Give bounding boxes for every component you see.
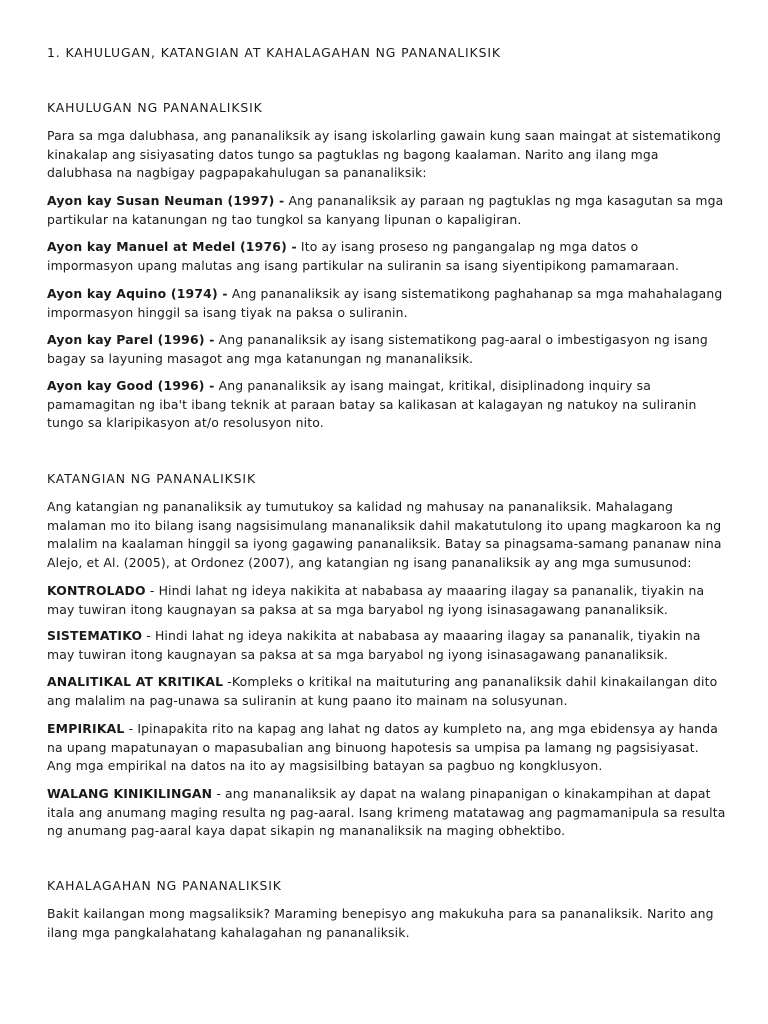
katangian-term: SISTEMATIKO xyxy=(47,628,143,643)
definition-text: Ito ay isang proseso ng pangangalap ng mga datos o impormasyon upang malutas ang isang partikular na suliranin sa isang siyentipikong pamamaraan. xyxy=(47,239,680,273)
definition-paragraph xyxy=(47,285,727,322)
definition-text: Ang pananaliksik ay isang maingat, kritikal, disiplinadong inquiry sa pamamagitan ng iba't ibang teknik at paraan batay sa kalikasan at kalagayan ng natukoy na suliranin tungo sa klaripikasyon at/o resolusyon nito. xyxy=(47,378,697,430)
katangian-item xyxy=(47,673,727,710)
katangian-text: - ang mananaliksik ay dapat na walang pinapanigan o kinakampihan at dapat itala ang anumang maging resulta ng pag-aaral. Isang krimeng matatawag ang pagmamanipula sa resulta ng anumang pag-aaral kaya dapat sikapin ng mananaliksik na maging obhektibo. xyxy=(47,786,726,838)
katangian-term: KONTROLADO xyxy=(47,583,146,598)
definition-term: Ayon kay Manuel at Medel (1976) - xyxy=(47,239,297,254)
document-title: 1. KAHULUGAN, KATANGIAN AT KAHALAGAHAN NG PANANALIKSIK xyxy=(47,45,501,60)
definition-text: Ang pananaliksik ay isang sistematikong paghahanap sa mga mahahalagang impormasyon hinggil sa isang tiyak na paksa o suliranin. xyxy=(47,286,723,320)
section-heading-kahulugan: KAHULUGAN NG PANANALIKSIK xyxy=(47,100,263,115)
katangian-text: - Hindi lahat ng ideya nakikita at nababasa ay maaaring ilagay sa pananalik, tiyakin na may tuwiran itong kaugnayan sa paksa at sa mga baryabol ng iyong isinasagawang pananaliksik. xyxy=(47,583,705,617)
katangian-text: - Ipinapakita rito na kapag ang lahat ng datos ay kumpleto na, ang mga ebidensya ay handa na upang mapatunayan o mapasubalian ang binuong hapotesis sa umpisa pa lamang ng pagsisiyasat. Ang mga empirikal na datos na ito ay magsisilbing batayan sa pagbuo ng kongklusyon. xyxy=(47,721,718,773)
definition-paragraph xyxy=(47,331,727,368)
katangian-text: -Kompleks o kritikal na maituturing ang pananaliksik dahil kinakailangan dito ang malalim na pag-unawa sa suliranin at kung paano ito mainam na solusyunan. xyxy=(47,674,718,708)
kahulugan-intro: Para sa mga dalubhasa, ang pananaliksik ay isang iskolarling gawain kung saan maingat at sistematikong kinakalap ang sisiyasating datos tungo sa pagtuklas ng bagong kaalaman. Narito ang ilang mga dalubhasa na nagbigay pagpapakahulugan sa pananaliksik: xyxy=(47,128,722,180)
definition-paragraph xyxy=(47,238,727,275)
katangian-term: WALANG KINIKILINGAN xyxy=(47,786,213,801)
katangian-term: EMPIRIKAL xyxy=(47,721,125,736)
definition-term: Ayon kay Parel (1996) - xyxy=(47,332,215,347)
katangian-item xyxy=(47,627,727,664)
definition-paragraph xyxy=(47,192,727,229)
section-heading-katangian: KATANGIAN NG PANANALIKSIK xyxy=(47,471,256,486)
section-heading-kahalagahan: KAHALAGAHAN NG PANANALIKSIK xyxy=(47,878,282,893)
definition-term: Ayon kay Susan Neuman (1997) - xyxy=(47,193,285,208)
katangian-item xyxy=(47,582,727,619)
katangian-item xyxy=(47,785,727,841)
definition-term: Ayon kay Good (1996) - xyxy=(47,378,215,393)
katangian-intro: Ang katangian ng pananaliksik ay tumutukoy sa kalidad ng mahusay na pananaliksik. Mahalagang malaman mo ito bilang isang nagsisimulang mananaliksik dahil makatutulong ito upang magkaroon ka ng malalim na kaalaman hinggil sa iyong gagawing pananaliksik. Batay sa pinagsama-samang pananaw nina Alejo, et Al. (2005), at Ordonez (2007), ang katangian ng isang pananaliksik ay ang mga sumusunod: xyxy=(47,499,722,570)
kahalagahan-intro: Bakit kailangan mong magsaliksik? Maraming benepisyo ang makukuha para sa pananaliksik. Narito ang ilang mga pangkalahatang kahalagahan ng pananaliksik. xyxy=(47,906,714,940)
katangian-text: - Hindi lahat ng ideya nakikita at nababasa ay maaaring ilagay sa pananalik, tiyakin na may tuwiran itong kaugnayan sa paksa at sa mga baryabol ng iyong isinasagawang pananaliksik. xyxy=(47,628,701,662)
definition-term: Ayon kay Aquino (1974) - xyxy=(47,286,228,301)
katangian-item xyxy=(47,720,727,776)
definition-paragraph xyxy=(47,377,727,433)
definition-text: Ang pananaliksik ay isang sistematikong pag-aaral o imbestigasyon ng isang bagay sa layuning masagot ang mga katanungan ng mananaliksik. xyxy=(47,332,708,366)
definition-text: Ang pananaliksik ay paraan ng pagtuklas ng mga kasagutan sa mga partikular na katanungan ng tao tungkol sa kanyang lipunan o kapaligiran. xyxy=(47,193,724,227)
katangian-term: ANALITIKAL AT KRITIKAL xyxy=(47,674,224,689)
